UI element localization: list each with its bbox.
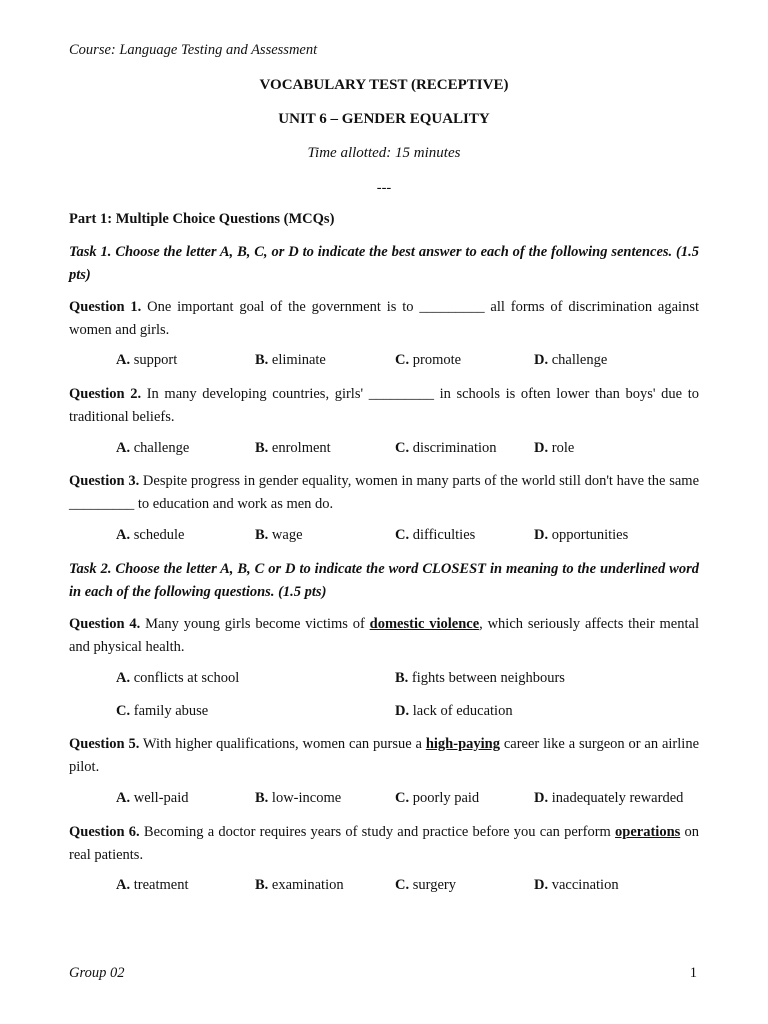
- option-d: D. vaccination: [534, 877, 619, 893]
- question-label: Question 1.: [69, 299, 142, 315]
- question-label: Question 6.: [69, 824, 140, 840]
- option-b: B. enrolment: [255, 440, 331, 456]
- task-2-instruction: Task 2. Choose the letter A, B, C or D to indicate the word CLOSEST in meaning to the underlined word in each of the following questions. (1.5 pts): [69, 561, 699, 600]
- option-c: C. difficulties: [395, 527, 476, 543]
- question-1: [69, 296, 699, 342]
- course-name: Course: Language Testing and Assessment: [69, 42, 318, 58]
- underlined-word: high-paying: [425, 736, 500, 752]
- page-number: 1: [689, 965, 697, 981]
- question-label: Question 3.: [69, 473, 140, 489]
- test-title: VOCABULARY TEST (RECEPTIVE): [259, 77, 509, 93]
- question-5: Question 5. With higher qualifications, women can pursue a high-paying career like a surgeon or an airline pilot.: [69, 736, 700, 775]
- time-allotted: Time allotted: 15 minutes: [307, 145, 461, 161]
- footer-group: Group 02: [69, 965, 125, 981]
- option-c: C. promote: [395, 352, 462, 368]
- option-b: B. wage: [255, 527, 303, 543]
- option-a: A. schedule: [116, 527, 185, 543]
- option-d: D. role: [534, 440, 575, 456]
- question-2: [69, 383, 699, 429]
- task-1-instruction: Task 1. Choose the letter A, B, C, or D to indicate the best answer to each of the following sentences. (1.5 pts): [69, 244, 699, 283]
- question-5-options: [116, 790, 706, 810]
- question-text: In many developing countries, girls' _________ in schools is often lower than boys' due to traditional beliefs.: [69, 386, 699, 425]
- question-4-options-row-2: [116, 703, 706, 723]
- question-6: Question 6. Becoming a doctor requires years of study and practice before you can perform operations on real patients.: [69, 824, 699, 863]
- question-1-options: [116, 352, 706, 372]
- option-b: B. fights between neighbours: [395, 670, 565, 686]
- underlined-word: operations: [615, 824, 681, 840]
- option-a: A. challenge: [116, 440, 190, 456]
- question-label: Question 5.: [69, 736, 140, 752]
- separator: ---: [376, 180, 392, 196]
- option-d: D. lack of education: [395, 703, 513, 719]
- question-label: Question 4.: [69, 616, 141, 632]
- underlined-word: domestic violence: [369, 616, 480, 632]
- question-2-options: [116, 440, 706, 460]
- option-a: A. support: [116, 352, 178, 368]
- question-label: Question 2.: [69, 386, 142, 402]
- question-4: Question 4. Many young girls become victims of domestic violence, which seriously affects their mental and physical health.: [69, 616, 699, 655]
- option-a: A. conflicts at school: [116, 670, 240, 686]
- option-a: A. treatment: [116, 877, 189, 893]
- option-b: B. low-income: [255, 790, 342, 806]
- option-d: D. inadequately rewarded: [534, 790, 684, 806]
- option-c: C. family abuse: [116, 703, 209, 719]
- option-c: C. poorly paid: [395, 790, 480, 806]
- unit-title: UNIT 6 – GENDER EQUALITY: [278, 111, 490, 127]
- question-text: One important goal of the government is to _________ all forms of discrimination against women and girls.: [69, 299, 699, 338]
- question-6-options: [116, 877, 706, 897]
- question-3-options: [116, 527, 706, 547]
- option-b: B. eliminate: [255, 352, 326, 368]
- option-c: C. surgery: [395, 877, 456, 893]
- option-d: D. challenge: [534, 352, 608, 368]
- question-text: Despite progress in gender equality, women in many parts of the world still don't have the same _________ to education and work as men do.: [69, 473, 700, 512]
- option-b: B. examination: [255, 877, 344, 893]
- option-a: A. well-paid: [116, 790, 189, 806]
- question-3: [69, 470, 699, 516]
- option-d: D. opportunities: [534, 527, 629, 543]
- question-4-options: [116, 670, 706, 690]
- option-c: C. discrimination: [395, 440, 497, 456]
- part-1-heading: Part 1: Multiple Choice Questions (MCQs): [69, 211, 335, 227]
